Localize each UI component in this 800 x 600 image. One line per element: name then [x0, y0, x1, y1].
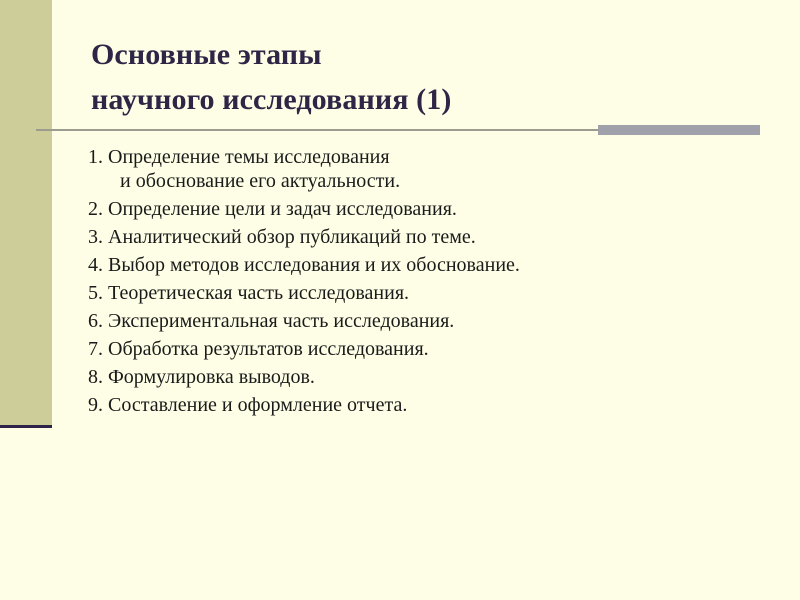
research-steps-list: [88, 145, 768, 421]
step-item-7: [88, 337, 768, 361]
step-8-text: 8. Формулировка выводов.: [88, 366, 315, 388]
step-item-1: [88, 145, 768, 193]
title-divider-line: [36, 129, 598, 131]
title-divider-accent: [598, 125, 760, 135]
step-4-text: 4. Выбор методов исследования и их обоснование.: [88, 254, 520, 276]
step-9-text: 9. Составление и оформление отчета.: [88, 394, 408, 416]
step-6-text: 6. Экспериментальная часть исследования.: [88, 310, 455, 332]
slide-title: [91, 32, 731, 122]
step-item-6: [88, 309, 768, 333]
step-item-2: [88, 197, 768, 221]
slide-title-line-2: научного исследования (1): [91, 83, 452, 116]
step-item-9: [88, 393, 768, 417]
step-item-5: [88, 281, 768, 305]
left-bar-underline: [0, 425, 52, 428]
step-7-text: 7. Обработка результатов исследования.: [88, 338, 429, 360]
step-item-4: [88, 253, 768, 277]
step-1-line-2: и обоснование его актуальности.: [120, 170, 401, 192]
left-decorative-bar: [0, 0, 52, 425]
step-item-8: [88, 365, 768, 389]
step-3-text: 3. Аналитический обзор публикаций по теме.: [88, 226, 476, 248]
slide-title-line-1: Основные этапы: [91, 38, 322, 71]
step-item-3: [88, 225, 768, 249]
step-1-line-1: 1. Определение темы исследования: [88, 146, 390, 168]
step-2-text: 2. Определение цели и задач исследования.: [88, 198, 457, 220]
step-5-text: 5. Теоретическая часть исследования.: [88, 282, 410, 304]
